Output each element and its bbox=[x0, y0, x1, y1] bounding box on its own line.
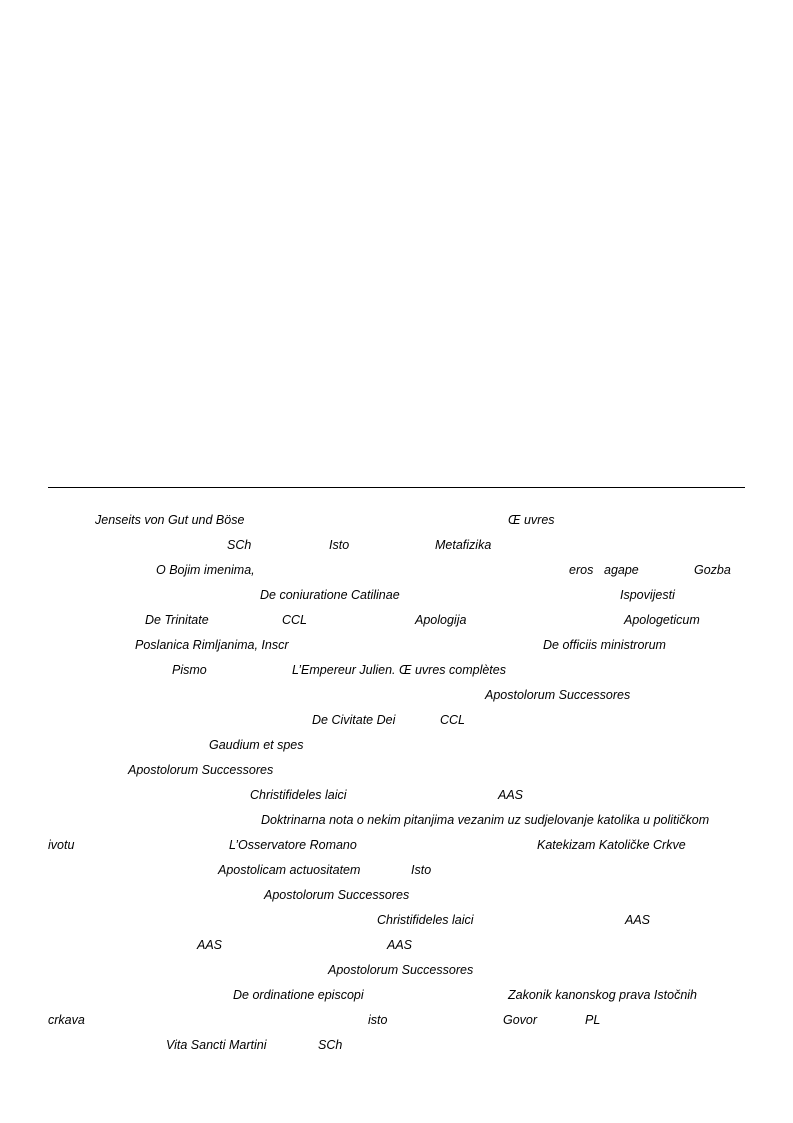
footnote-text: eros bbox=[569, 563, 594, 577]
footnote-text: Apostolicam actuositatem bbox=[218, 863, 361, 877]
footnote-text: O Bojim imenima, bbox=[156, 563, 255, 577]
footnote-text: De coniuratione Catilinae bbox=[260, 588, 400, 602]
footnote-text: Œ uvres bbox=[508, 513, 555, 527]
footnote-text: Zakonik kanonskog prava Istočnih bbox=[508, 988, 697, 1002]
footnote-text: Apostolorum Successores bbox=[264, 888, 410, 902]
footnote-text: AAS bbox=[197, 938, 223, 952]
footnote-text: Apologeticum bbox=[624, 613, 700, 627]
footnote-text: Ispovijesti bbox=[620, 588, 675, 602]
footnote-text: De officiis ministrorum bbox=[543, 638, 666, 652]
footnote-text: crkava bbox=[48, 1013, 85, 1027]
footnote-text: Doktrinarna nota o nekim pitanjima vezanim uz sudjelovanje katolika u političkom bbox=[261, 813, 710, 827]
footnote-text: ivotu bbox=[48, 838, 75, 852]
footnote-text: Katekizam Katoličke Crkve bbox=[537, 838, 686, 852]
footnote-text: Vita Sancti Martini bbox=[166, 1038, 267, 1052]
footnote-text: De Civitate Dei bbox=[312, 713, 396, 727]
footnote-separator bbox=[48, 487, 745, 488]
footnote-text: Apostolorum Successores bbox=[128, 763, 274, 777]
footnote-text: L’Osservatore Romano bbox=[229, 838, 357, 852]
footnote-text: Isto bbox=[329, 538, 350, 552]
footnote-text: AAS bbox=[498, 788, 524, 802]
footnote-text: Christifideles laici bbox=[377, 913, 474, 927]
footnote-text: isto bbox=[368, 1013, 388, 1027]
footnote-text: De ordinatione episcopi bbox=[233, 988, 364, 1002]
footnote-text: Pismo bbox=[172, 663, 207, 677]
footnote-text: PL bbox=[585, 1013, 601, 1027]
footnote-text: SCh bbox=[318, 1038, 343, 1052]
footnote-text: SCh bbox=[227, 538, 252, 552]
footnote-text: Gozba bbox=[694, 563, 731, 577]
footnote-text: AAS bbox=[387, 938, 413, 952]
footnote-text: CCL bbox=[440, 713, 466, 727]
footnote-text: AAS bbox=[625, 913, 651, 927]
footnote-text: Poslanica Rimljanima, Inscr bbox=[135, 638, 289, 652]
footnote-text: Isto bbox=[411, 863, 432, 877]
footnote-text: Apostolorum Successores bbox=[485, 688, 631, 702]
footnote-text: Gaudium et spes bbox=[209, 738, 304, 752]
footnote-text: De Trinitate bbox=[145, 613, 209, 627]
footnote-text: Christifideles laici bbox=[250, 788, 347, 802]
footnote-text: Apologija bbox=[415, 613, 467, 627]
footnote-text: agape bbox=[604, 563, 639, 577]
footnote-text: CCL bbox=[282, 613, 308, 627]
footnote-text: L’Empereur Julien. Œ uvres complètes bbox=[292, 663, 506, 677]
footnote-text: Metafizika bbox=[435, 538, 492, 552]
footnote-text: Apostolorum Successores bbox=[328, 963, 474, 977]
footnote-text: Govor bbox=[503, 1013, 538, 1027]
footnote-text: Jenseits von Gut und Böse bbox=[95, 513, 245, 527]
